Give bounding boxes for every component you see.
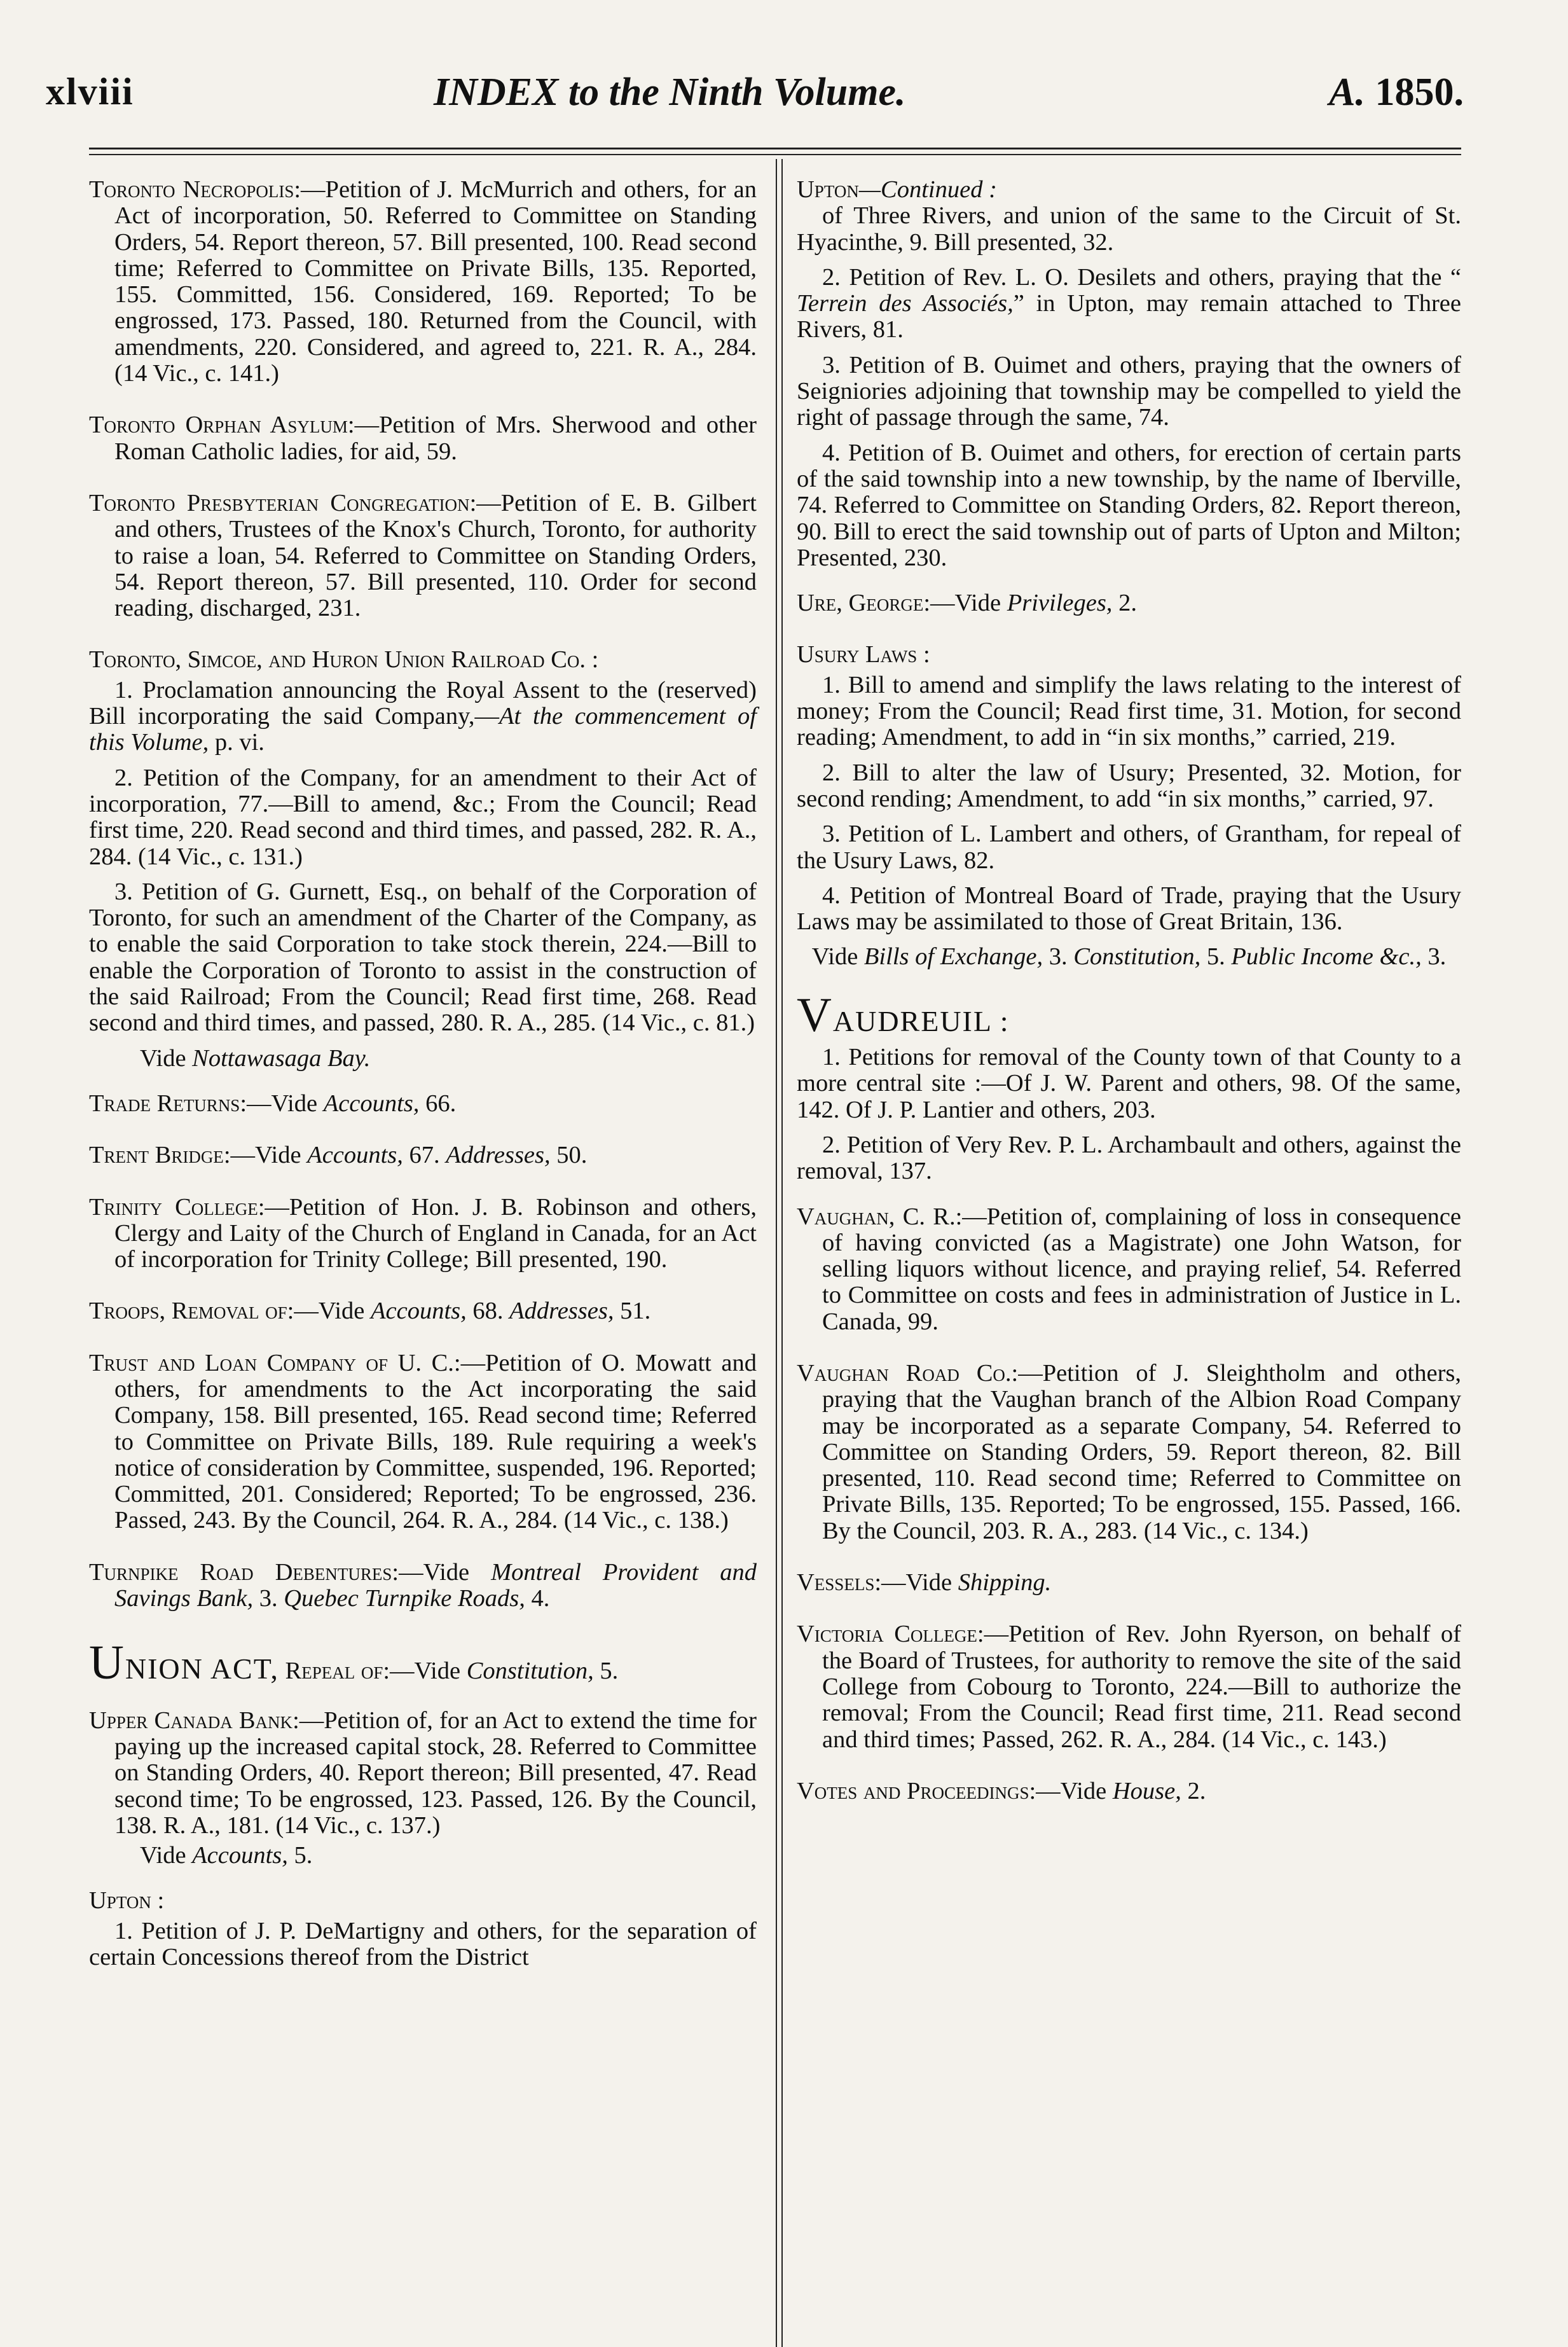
index-entry: Turnpike Road Debentures:—Vide Montreal Provident and Savings Bank, 3. Quebec Turnpike Roads, 4. xyxy=(89,1558,757,1612)
index-entry: Votes and Proceedings:—Vide House, 2. xyxy=(797,1777,1206,1804)
index-entry xyxy=(797,1204,1461,1335)
entry-heading: Trinity College xyxy=(89,1193,258,1221)
index-entry xyxy=(89,490,757,621)
sub-entry: 1. Proclamation announcing the Royal Assent to the (reserved) Bill incorporating the said Company,—At the commencement of this Volume, p. vi. xyxy=(89,676,757,756)
sub-entry: 2. Petition of Very Rev. P. L. Archambault and others, against the removal, 137. xyxy=(797,1131,1461,1185)
entry-body: :—Petition of, for an Act to extend the time for paying up the increased capital stock, 28. Referred to Committee on Standing Orders, 40. Report thereon; Bill presented, 47. Read second time; To be engrossed, 123. Passed, 126. By the Council, 138. R. A., 181. (14 Vic., c. 137.) xyxy=(114,1707,757,1839)
index-entry: Vessels:—Vide Shipping. xyxy=(797,1569,1052,1596)
section-heading-vaudreuil: VAUDREUIL : xyxy=(797,988,1010,1042)
entry-heading: Turnpike Road Debentures xyxy=(89,1558,392,1586)
index-entry xyxy=(89,1888,757,1970)
page-header xyxy=(46,70,1464,140)
index-entry: Upton—Continued : of Three Rivers, and union of the same to the Circuit of St. Hyacinthe, 9. Bill presented, 32. 2. Petition of Rev. L. O. Desilets and others, praying that the “ Terrein des Associés,” in Upton, may remain attached to Three Rivers, 81. 3. Petition of B. Ouimet and others, praying that the owners of Seigniories adjoining that township may be compelled to yield the right of passage through the same, 74. 4. Petition of B. Ouimet and others, for erection of certain parts of the said township into a new township, by the name of Iberville, 74. Referred to Committee on Standing Orders, 82. Report thereon, 90. Bill to erect the said township out of parts of Upton and Milton; Presented, 230. xyxy=(797,176,1461,571)
entry-heading: Votes and Proceedings xyxy=(797,1777,1029,1804)
entry-body: :—Petition of E. B. Gilbert and others, Trustees of the Knox's Church, Toronto, for authority to raise a loan, 54. Referred to Committee on Standing Orders, 54. Report thereon, 57. Bill presented, 110. Order for second reading, discharged, 231. xyxy=(114,489,757,622)
vide-reference: Vide Nottawasaga Bay. xyxy=(140,1044,371,1072)
entry-heading: Troops, Removal of xyxy=(89,1298,287,1325)
sub-entry: 2. Bill to alter the law of Usury; Presented, 32. Motion, for second rending; Amendment, to add “in six months,” carried, 97. xyxy=(797,759,1461,812)
sub-entry: 2. Petition of Rev. L. O. Desilets and others, praying that the “ Terrein des Associés,” in Upton, may remain attached to Three Rivers, 81. xyxy=(797,263,1461,343)
right-column xyxy=(797,177,1461,1830)
sub-entry: 1. Bill to amend and simplify the laws relating to the interest of money; From the Council; Read first time, 31. Motion, for second reading; Amendment, to add in “in six months,” carried, 219. xyxy=(797,671,1461,751)
vide-reference: Vide Bills of Exchange, 3. Constitution, 5. Public Income &c., 3. xyxy=(811,943,1447,971)
entry-heading: Usury Laws : xyxy=(797,641,930,668)
entry-heading: Upton : xyxy=(89,1887,165,1914)
entry-heading: Toronto Presbyterian Congregation xyxy=(89,489,470,516)
entry-body: :—Petition of Mrs. Sherwood and other Roman Catholic ladies, for aid, 59. xyxy=(114,412,757,465)
sub-entry: of Three Rivers, and union of the same to the Circuit of St. Hyacinthe, 9. Bill presented, 32. xyxy=(797,202,1461,256)
index-entry xyxy=(797,1621,1461,1752)
entry-heading: Victoria College xyxy=(797,1621,977,1648)
index-entry xyxy=(89,647,757,1071)
entry-heading: Trade Returns xyxy=(89,1090,240,1117)
column-divider xyxy=(776,159,777,2347)
index-entry: Trent Bridge:—Vide Accounts, 67. Addresses, 50. xyxy=(89,1142,588,1169)
entry-body: :—Petition of J. McMurrich and others, for an Act of incorporation, 50. Referred to Committee on Standing Orders, 54. Report thereon, 57. Bill presented, 100. Read second time; Referred to Committee on Private Bills, 135. Reported, 155. Committed, 156. Considered, 169. Reported; To be engrossed, 173. Passed, 180. Returned from the Council, with amendments, 220. Considered, and agreed to, 221. R. A., 284. (14 Vic., c. 141.) xyxy=(114,176,757,387)
index-entry xyxy=(797,642,1461,970)
entry-body: :—Petition of, complaining of loss in consequence of having convicted (as a Magistrate) one John Watson, for selling liquors without licence, and praying relief, 54. Referred to Committee on costs and fees in administration of Justice in L. Canada, 99. xyxy=(822,1203,1462,1335)
entry-body: :—Petition of O. Mowatt and others, for amendments to the Act incorporating the said Company, 158. Bill presented, 165. Read second time; Referred to Committee on Private Bills, 189. Rule requiring a week's notice of consideration by Committee, suspended, 196. Reported; Committed, 201. Considered; Reported; To be engrossed, 236. Passed, 243. By the Council, 264. R. A., 284. (14 Vic., c. 138.) xyxy=(114,1349,757,1534)
left-column xyxy=(89,177,757,1996)
year xyxy=(1329,70,1464,115)
entry-heading: Toronto Orphan Asylum xyxy=(89,412,348,439)
index-entry xyxy=(797,1360,1461,1544)
section-heading-union-act: UNION ACT, Repeal of:—Vide Constitution, 5. xyxy=(89,1636,619,1690)
year-prefix: A. xyxy=(1329,71,1365,114)
index-entry xyxy=(89,412,757,465)
page-title: INDEX to the Ninth Volume. xyxy=(434,71,906,114)
index-entry: Trade Returns:—Vide Accounts, 66. xyxy=(89,1090,457,1117)
year-number: 1850. xyxy=(1375,71,1464,114)
entry-heading: Trust and Loan Company of U. C. xyxy=(89,1349,454,1376)
sub-entry: 3. Petition of G. Gurnett, Esq., on behalf of the Corporation of Toronto, for such an amendment of the Charter of the Company, as to enable the said Corporation to take stock therein, 224.—Bill to enable the Corporation of Toronto to assist in the construction of the said Railroad; From the Council; Read first time, 268. Read second and third times, and passed, 280. R. A., 285. (14 Vic., c. 81.) xyxy=(89,878,757,1037)
entry-heading: Upper Canada Bank xyxy=(89,1707,293,1734)
entry-heading: Trent Bridge xyxy=(89,1142,224,1169)
sub-entry: 3. Petition of B. Ouimet and others, praying that the owners of Seigniories adjoining that township may be compelled to yield the right of passage through the same, 74. xyxy=(797,351,1461,431)
sub-entry: 1. Petition of J. P. DeMartigny and others, for the separation of certain Concessions thereof from the District xyxy=(89,1917,757,1971)
sub-entry: 4. Petition of Montreal Board of Trade, praying that the Usury Laws may be assimilated to those of Great Britain, 136. xyxy=(797,882,1461,936)
header-rule-secondary xyxy=(89,154,1461,155)
column-divider-secondary xyxy=(781,159,783,2347)
entry-body: :—Petition of J. Sleightholm and others, praying that the Vaughan branch of the Albion Road Company may be incorporated as a separate Company, 54. Referred to Committee on Standing Orders, 59. Report thereon, 82. Bill presented, 110. Read second time; Referred to Committee on Private Bills, 135. Reported; To be engrossed, 155. Passed, 166. By the Council, 203. R. A., 283. (14 Vic., c. 134.) xyxy=(822,1359,1461,1544)
entry-heading: Toronto, Simcoe, and Huron Union Railroad Co. : xyxy=(89,646,599,674)
sub-entry: 4. Petition of B. Ouimet and others, for erection of certain parts of the said township into a new township, by the name of Iberville, 74. Referred to Committee on Standing Orders, 82. Report thereon, 90. Bill to erect the said township out of parts of Upton and Milton; Presented, 230. xyxy=(797,439,1461,571)
sub-entry: 2. Petition of the Company, for an amendment to their Act of incorporation, 77.—Bill to amend, &c.; From the Council; Read first time, 220. Read second and third times, and passed, 282. R. A., 284. (14 Vic., c. 131.) xyxy=(89,764,757,870)
entry-heading: Toronto Necropolis xyxy=(89,176,294,203)
index-entry xyxy=(797,988,1461,1185)
entry-body: :—Petition of Rev. John Ryerson, on behalf of the Board of Trustees, for authority to remove the site of the said College from Cobourg to Toronto, 224.—Bill to authorize the removal; From the Council; Read first time, 211. Read second and third times; Passed, 262. R. A., 284. (14 Vic., c. 143.) xyxy=(822,1621,1461,1753)
index-entry xyxy=(89,1708,757,1869)
index-entry xyxy=(89,177,757,387)
entry-heading: Vessels xyxy=(797,1569,875,1596)
index-entry xyxy=(89,1194,757,1273)
sub-entry: 1. Petitions for removal of the County town of that County to a more central site :—Of J. W. Parent and others, 98. Of the same, 142. Of J. P. Lantier and others, 203. xyxy=(797,1044,1461,1123)
index-entry: Ure, George:—Vide Privileges, 2. xyxy=(797,590,1137,617)
sub-entry: 3. Petition of L. Lambert and others, of Grantham, for repeal of the Usury Laws, 82. xyxy=(797,820,1461,874)
entry-heading: Ure, George xyxy=(797,590,924,617)
entry-heading: Vaughan Road Co. xyxy=(797,1359,1012,1387)
page-number: xlviii xyxy=(46,71,134,113)
entry-heading: Vaughan, C. R. xyxy=(797,1203,956,1230)
header-rule xyxy=(89,148,1461,149)
index-entry: Troops, Removal of:—Vide Accounts, 68. Addresses, 51. xyxy=(89,1298,651,1325)
index-entry xyxy=(89,1350,757,1534)
vide-reference: Vide Accounts, 5. xyxy=(140,1842,313,1869)
entry-body: :—Petition of Hon. J. B. Robinson and others, Clergy and Laity of the Church of England in Canada, for an Act of incorporation for Trinity College; Bill presented, 190. xyxy=(114,1193,757,1273)
entry-heading: Upton xyxy=(797,176,859,203)
